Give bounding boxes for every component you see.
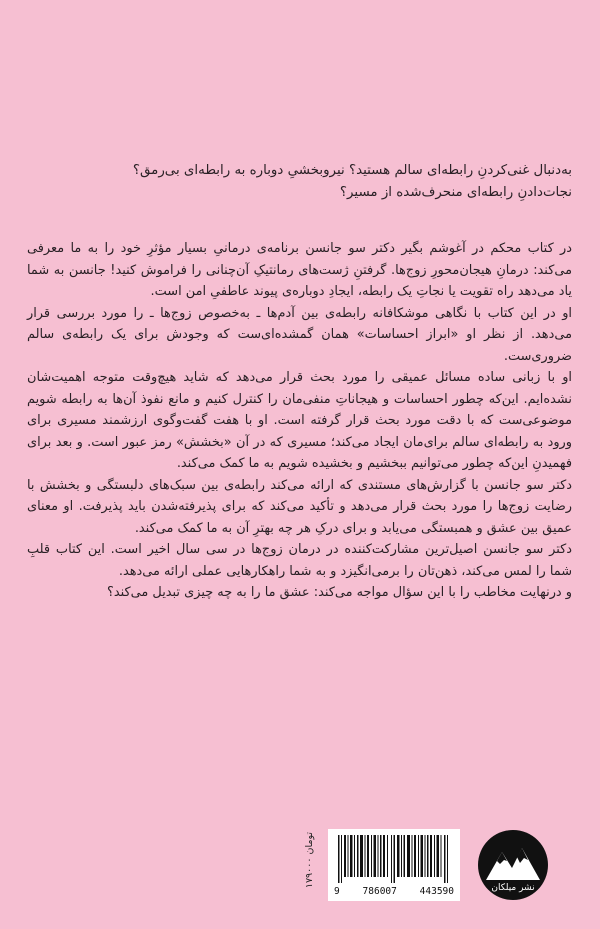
paragraph-5: دکتر سو جانسن اصیل‌ترین مشارکت‌کننده در درمان زوج‌ها در سی سال اخیر است. این کتاب قلبِ شما را لمس می‌کند، ذهن‌تان را برمی‌انگیزد و به شما راهکارهایی عملی ارائه می‌دهد. (27, 542, 572, 579)
isbn-prefix: 9 (334, 886, 340, 897)
isbn-number (334, 886, 454, 897)
publisher-logo-text: نشر میلکان (491, 883, 535, 893)
description-body (27, 238, 572, 604)
barcode (328, 829, 460, 901)
intro-questions (27, 160, 572, 204)
paragraph-3: او با زبانی ساده مسائل عمیقی را مورد بحث قرار می‌دهد که شاید هیچ‌وقت متوجه اهمیت‌شان نشده‌ایم. این‌که چطور احساسات و هیجاناتِ منفی‌مان را کنترل کنیم و مانع نفوذ آن‌ها به رابطه شویم موضوعی‌ست که با دقت مورد بحث قرار گرفته است. او با هفت گفت‌وگوی ارزشمند مسیری برای ورود به رابطه‌ای سالم برای‌مان ایجاد می‌کند؛ مسیری که در آن «بخشش» رمز عبور است. و بعد برای فهمیدنِ این‌که چطور می‌توانیم ببخشیم و بخشیده شویم به ما کمک می‌کند. (27, 370, 572, 471)
intro-question-2: نجات‌دادنِ رابطه‌ای منحرف‌شده از مسیر؟ (339, 185, 572, 200)
intro-question-1: به‌دنبال غنی‌کردنِ رابطه‌ای سالم هستید؟ نیروبخشیِ دوباره به رابطه‌ای بی‌رمق؟ (132, 163, 572, 178)
paragraph-1: در کتاب محکم در آغوشم بگیر دکتر سو جانسن برنامه‌ی درمانیِ بسیار مؤثرِ خود را به ما معرفی می‌کند: درمانِ هیجان‌محورِ زوج‌ها. گرفتنِ ژست‌های رمانتیکِ آن‌چنانی را فراموش کنید! جانسن به شما یاد می‌دهد راه تقویت یا نجاتِ یک رابطه، ایجادِ دوباره‌ی پیوند عاطفیِ امن است. (27, 241, 572, 299)
price-label: ۱۷۹۰۰۰ تومان (304, 832, 315, 889)
paragraph-4: دکتر سو جانسن با گزارش‌های مستندی که ارائه می‌کند رابطه‌ی بین سبک‌های دلبستگی و بخشش با رضایت زوج‌ها را مورد بحث قرار می‌دهد و تأکید می‌کند که برای پذیرفته‌شدن باید پذیرفت. او معنای عمیق بین عشق و همبستگی می‌یابد و برای درکِ هر چه بهترِ آن به ما کمک می‌کند. (27, 477, 572, 536)
cover-footer (0, 818, 600, 908)
paragraph-6: و درنهایت مخاطب را با این سؤال مواجه می‌کند: عشق ما را به چه چیزی تبدیل می‌کند؟ (107, 585, 572, 600)
paragraph-2: او در این کتاب با نگاهی موشکافانه رابطه‌ی بین آدم‌ها ـ به‌خصوص زوج‌ها ـ را مورد بررسی قرار می‌دهد. از نظر او «ابراز احساسات» همان گمشده‌ای‌ست که وجودش برای یک رابطه‌ی سالم ضروری‌ست. (27, 305, 572, 364)
barcode-icon (336, 835, 452, 883)
isbn-group-1: 786007 (362, 886, 397, 897)
isbn-group-2: 443590 (419, 886, 454, 897)
publisher-logo (478, 830, 548, 900)
